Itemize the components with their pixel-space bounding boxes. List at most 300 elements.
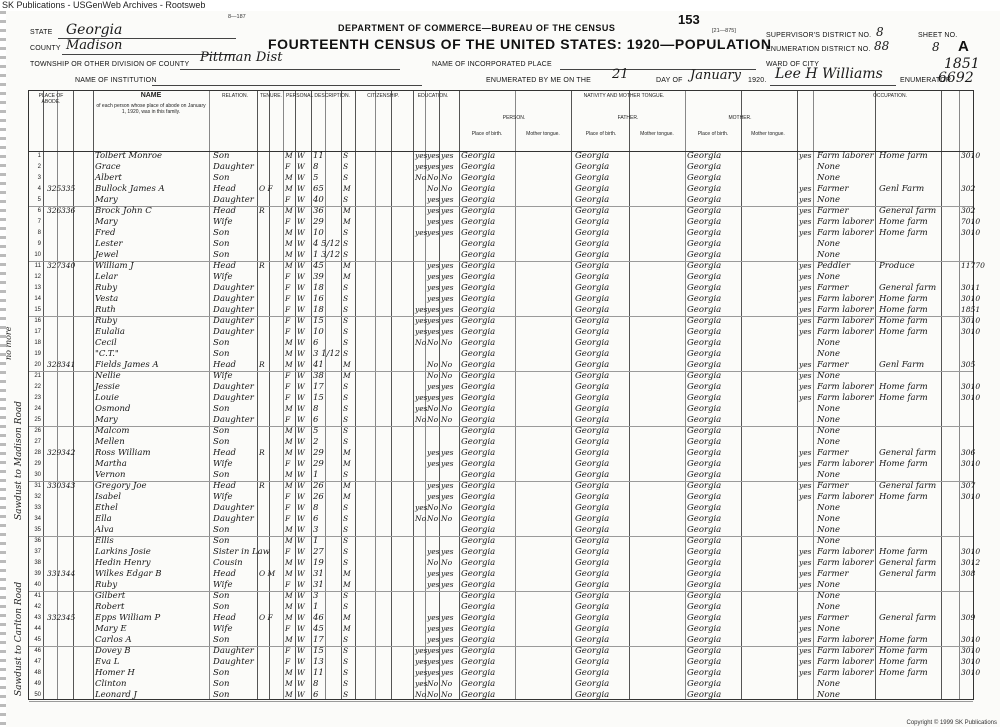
month-value: January [690, 68, 742, 83]
state-label: STATE [30, 29, 53, 36]
cell-mpob: Georgia [687, 580, 722, 590]
cell-rel: Wife [213, 624, 233, 634]
cell-rel: Son [213, 668, 230, 678]
row-number: 3 [37, 175, 41, 181]
cell-race: W [297, 283, 305, 292]
cell-pob: Georgia [461, 206, 496, 216]
cell-pob: Georgia [461, 360, 496, 370]
cell-rd: yes [427, 613, 440, 622]
cell-occ: Farm laborer [817, 558, 874, 568]
cell-occ: None [817, 162, 841, 172]
cell-sch: yes [415, 657, 428, 666]
cell-mpob: Georgia [687, 360, 722, 370]
cell-fpob: Georgia [575, 228, 610, 238]
column-rule [685, 91, 686, 699]
cell-fpob: Georgia [575, 558, 610, 568]
cell-sex: F [285, 294, 291, 303]
cell-race: W [297, 668, 305, 677]
cell-rd: yes [427, 459, 440, 468]
row-number: 38 [34, 560, 41, 566]
sheet-side: A [958, 38, 969, 55]
cell-pob: Georgia [461, 393, 496, 403]
mother-mother-tongue: Mother tongue. [751, 131, 785, 137]
cell-code: 3010 [961, 151, 981, 160]
cell-age: 46 [313, 613, 324, 623]
cell-ms: M [343, 184, 351, 193]
day-of-label: DAY OF [656, 77, 683, 84]
cell-name: Ellis [95, 536, 114, 546]
column-rule [325, 91, 326, 699]
cell-rel: Wife [213, 459, 233, 469]
supervisor-district-label: SUPERVISOR'S DISTRICT NO. [766, 32, 872, 39]
cell-rel: Cousin [213, 558, 243, 568]
cell-sex: F [285, 657, 291, 666]
column-rule [391, 91, 392, 699]
cell-rel: Daughter [213, 283, 254, 293]
cell-age: 1 [313, 536, 319, 546]
cell-occ: None [817, 415, 841, 425]
cell-fpob: Georgia [575, 624, 610, 634]
cell-ms: M [343, 371, 351, 380]
department-heading: DEPARTMENT OF COMMERCE—BUREAU OF THE CENSUS [338, 23, 616, 33]
cell-eng: yes [799, 151, 812, 160]
cell-rel: Daughter [213, 382, 254, 392]
cell-pob: Georgia [461, 470, 496, 480]
cell-fpob: Georgia [575, 525, 610, 535]
cell-age: 45 [313, 624, 324, 634]
cell-age: 10 [313, 228, 324, 238]
cell-rel: Head [213, 569, 236, 579]
supervisor-district-value: 8 [876, 25, 884, 39]
cell-dw: 332 [47, 613, 62, 622]
cell-race: W [297, 305, 305, 314]
margin-note-road-2: Sawdust to Carlton Road [14, 581, 24, 696]
cell-sex: M [285, 679, 293, 688]
cell-age: 11 [313, 668, 324, 678]
cell-rel: Son [213, 349, 230, 359]
place-of-abode-heading: PLACE OF ABODE. [38, 93, 64, 105]
cell-race: W [297, 316, 305, 325]
cell-age: 6 [313, 415, 319, 425]
cell-code: 3010 [961, 382, 981, 391]
cell-race: W [297, 492, 305, 501]
cell-sex: M [285, 250, 293, 259]
cell-age: 36 [313, 206, 324, 216]
cell-rd: yes [427, 316, 440, 325]
row-number: 39 [34, 571, 41, 577]
cell-ms: S [343, 679, 349, 688]
cell-fpob: Georgia [575, 250, 610, 260]
cell-mpob: Georgia [687, 305, 722, 315]
cell-rel: Son [213, 635, 230, 645]
cell-ms: S [343, 162, 349, 171]
cell-occ: Peddler [817, 261, 851, 271]
row-number: 41 [34, 593, 41, 599]
cell-sch: yes [415, 646, 428, 655]
cell-name: Clinton [95, 679, 127, 689]
cell-rel: Son [213, 536, 230, 546]
cell-sex: M [285, 239, 293, 248]
cell-mpob: Georgia [687, 591, 722, 601]
cell-rd: yes [427, 492, 440, 501]
row-number: 13 [34, 285, 41, 291]
cell-ind: Home farm [879, 635, 928, 645]
cell-wr: yes [441, 195, 454, 204]
cell-race: W [297, 206, 305, 215]
cell-ms: M [343, 261, 351, 270]
cell-pob: Georgia [461, 514, 496, 524]
cell-wr: yes [441, 657, 454, 666]
cell-ind: Home farm [879, 305, 928, 315]
cell-rd: No [427, 371, 439, 380]
cell-name: Robert [95, 602, 125, 612]
cell-sex: M [285, 404, 293, 413]
cell-ms: S [343, 305, 349, 314]
cell-fpob: Georgia [575, 470, 610, 480]
cell-code: 3010 [961, 635, 981, 644]
cell-ms: S [343, 602, 349, 611]
cell-wr: yes [441, 492, 454, 501]
cell-rd: yes [427, 151, 440, 160]
cell-race: W [297, 635, 305, 644]
column-rule [295, 91, 296, 699]
cell-race: W [297, 448, 305, 457]
cell-code: 306 [961, 448, 976, 457]
incorporated-place-label: NAME OF INCORPORATED PLACE [432, 61, 552, 68]
cell-pob: Georgia [461, 305, 496, 315]
cell-pob: Georgia [461, 569, 496, 579]
cell-eng: yes [799, 371, 812, 380]
row-number: 18 [34, 340, 41, 346]
row-number: 15 [34, 307, 41, 313]
cell-ms: S [343, 393, 349, 402]
cell-name: Ruby [95, 580, 118, 590]
cell-name: Louie [95, 393, 119, 403]
cell-mpob: Georgia [687, 690, 722, 700]
cell-fpob: Georgia [575, 327, 610, 337]
cell-rel: Wife [213, 371, 233, 381]
cell-occ: None [817, 250, 841, 260]
cell-occ: None [817, 239, 841, 249]
cell-fpob: Georgia [575, 206, 610, 216]
cell-mpob: Georgia [687, 415, 722, 425]
cell-mpob: Georgia [687, 371, 722, 381]
form-number: 8—187 [228, 14, 246, 20]
cell-eng: yes [799, 382, 812, 391]
cell-race: W [297, 437, 305, 446]
cell-age: 39 [313, 272, 324, 282]
cell-fpob: Georgia [575, 151, 610, 161]
cell-occ: None [817, 173, 841, 183]
cell-mpob: Georgia [687, 327, 722, 337]
cell-sch: No [415, 514, 427, 523]
cell-code: 3010 [961, 547, 981, 556]
cell-pob: Georgia [461, 217, 496, 227]
cell-occ: Farm laborer [817, 459, 874, 469]
row-number: 24 [34, 406, 41, 412]
cell-occ: Farm laborer [817, 217, 874, 227]
cell-ms: S [343, 635, 349, 644]
cell-name: Ella [95, 514, 112, 524]
cell-ms: S [343, 525, 349, 534]
cell-name: Jessie [95, 382, 120, 392]
cell-occ: Farm laborer [817, 151, 874, 161]
cell-wr: No [441, 371, 453, 380]
cell-sex: F [285, 382, 291, 391]
column-rule [813, 91, 814, 699]
cell-ms: M [343, 481, 351, 490]
cell-sch: No [415, 173, 427, 182]
column-rule [941, 91, 942, 699]
cell-age: 15 [313, 316, 324, 326]
name-subheading: of each person whose place of abode on January 1, 1920, was in this family. [96, 103, 206, 115]
cell-rd: yes [427, 272, 440, 281]
cell-ind: Home farm [879, 151, 928, 161]
row-number: 34 [34, 516, 41, 522]
cell-rel: Daughter [213, 646, 254, 656]
cell-fpob: Georgia [575, 360, 610, 370]
cell-pob: Georgia [461, 503, 496, 513]
cell-pob: Georgia [461, 349, 496, 359]
cell-sex: M [285, 261, 293, 270]
cell-code: 3011 [961, 283, 981, 292]
enumeration-district-label: ENUMERATION DISTRICT NO. [766, 46, 871, 53]
cell-pob: Georgia [461, 613, 496, 623]
cell-name: Epps William P [95, 613, 161, 623]
cell-name: Vesta [95, 294, 119, 304]
cell-age: 5 [313, 426, 319, 436]
cell-mpob: Georgia [687, 195, 722, 205]
cell-code: 3010 [961, 228, 981, 237]
cell-occ: None [817, 580, 841, 590]
cell-wr: yes [441, 668, 454, 677]
cell-fam: 340 [61, 261, 76, 270]
cell-rd: No [427, 338, 439, 347]
cell-fpob: Georgia [575, 437, 610, 447]
cell-pob: Georgia [461, 437, 496, 447]
column-rule [43, 91, 44, 699]
cell-fpob: Georgia [575, 184, 610, 194]
cell-name: "C.T." [95, 349, 119, 359]
cell-eng: yes [799, 283, 812, 292]
cell-sex: F [285, 327, 291, 336]
cell-sex: M [285, 173, 293, 182]
column-rule [283, 91, 284, 699]
cell-fpob: Georgia [575, 536, 610, 546]
cell-wr: No [441, 173, 453, 182]
cell-fpob: Georgia [575, 283, 610, 293]
cell-age: 18 [313, 283, 324, 293]
cell-fpob: Georgia [575, 591, 610, 601]
cell-race: W [297, 294, 305, 303]
cell-eng: yes [799, 448, 812, 457]
margin-note-road-1: Sawdust to Madison Road [14, 400, 24, 520]
cell-code: 3010 [961, 459, 981, 468]
cell-name: Carlos A [95, 635, 132, 645]
cell-own: R [259, 360, 265, 369]
cell-rd: No [427, 415, 439, 424]
county-label: COUNTY [30, 45, 61, 52]
cell-race: W [297, 195, 305, 204]
cell-rd: yes [427, 162, 440, 171]
cell-rd: yes [427, 195, 440, 204]
cell-sex: F [285, 305, 291, 314]
cell-wr: yes [441, 448, 454, 457]
cell-age: 17 [313, 635, 324, 645]
row-number: 10 [34, 252, 41, 258]
cell-ms: S [343, 316, 349, 325]
cell-pob: Georgia [461, 668, 496, 678]
cell-sex: M [285, 635, 293, 644]
cell-mpob: Georgia [687, 426, 722, 436]
cell-fpob: Georgia [575, 261, 610, 271]
person-heading: PERSON. [502, 115, 526, 121]
cell-ms: M [343, 613, 351, 622]
cell-race: W [297, 415, 305, 424]
cell-fpob: Georgia [575, 272, 610, 282]
cell-sex: F [285, 393, 291, 402]
cell-race: W [297, 470, 305, 479]
cell-wr: yes [441, 580, 454, 589]
cell-rel: Son [213, 338, 230, 348]
cell-ms: S [343, 349, 349, 358]
cell-rd: yes [427, 261, 440, 270]
cell-occ: Farm laborer [817, 294, 874, 304]
cell-eng: yes [799, 360, 812, 369]
cell-fpob: Georgia [575, 459, 610, 469]
cell-occ: None [817, 371, 841, 381]
cell-wr: yes [441, 635, 454, 644]
cell-ms: S [343, 173, 349, 182]
cell-ms: S [343, 228, 349, 237]
cell-pob: Georgia [461, 371, 496, 381]
column-rule [571, 91, 572, 699]
cell-mpob: Georgia [687, 349, 722, 359]
cell-rel: Daughter [213, 305, 254, 315]
cell-sex: M [285, 525, 293, 534]
cell-ind: Home farm [879, 668, 928, 678]
cell-dw: 326 [47, 206, 62, 215]
cell-name: William J [95, 261, 134, 271]
cell-sex: F [285, 415, 291, 424]
cell-occ: Farmer [817, 569, 849, 579]
cell-name: Alva [95, 525, 114, 535]
cell-pob: Georgia [461, 272, 496, 282]
cell-rel: Sister in Law [213, 547, 270, 557]
cell-eng: yes [799, 558, 812, 567]
cell-code: 3010 [961, 492, 981, 501]
cell-wr: yes [441, 327, 454, 336]
cell-mpob: Georgia [687, 646, 722, 656]
cell-wr: yes [441, 228, 454, 237]
sheet-serial-number: 153 [678, 12, 700, 27]
cell-rd: yes [427, 580, 440, 589]
cell-occ: Farmer [817, 184, 849, 194]
cell-sex: M [285, 558, 293, 567]
cell-wr: yes [441, 316, 454, 325]
cell-fpob: Georgia [575, 173, 610, 183]
father-mother-tongue: Mother tongue. [640, 131, 674, 137]
cell-mpob: Georgia [687, 547, 722, 557]
cell-sch: No [415, 415, 427, 424]
cell-age: 16 [313, 294, 324, 304]
copyright-footer: Copyright © 1999 SK Publications [906, 720, 997, 726]
row-number: 27 [34, 439, 41, 445]
cell-age: 6 [313, 514, 319, 524]
cell-wr: yes [441, 393, 454, 402]
cell-rd: yes [427, 217, 440, 226]
cell-occ: Farm laborer [817, 228, 874, 238]
cell-mpob: Georgia [687, 206, 722, 216]
personal-description-heading: PERSONAL DESCRIPTION. [286, 93, 350, 99]
cell-age: 5 [313, 173, 319, 183]
row-number: 4 [37, 186, 41, 192]
cell-ms: S [343, 327, 349, 336]
cell-name: Lester [95, 239, 123, 249]
cell-name: Hedin Henry [95, 558, 151, 568]
cell-fpob: Georgia [575, 393, 610, 403]
cell-dw: 327 [47, 261, 62, 270]
cell-ms: M [343, 459, 351, 468]
cell-mpob: Georgia [687, 239, 722, 249]
cell-rel: Daughter [213, 195, 254, 205]
cell-pob: Georgia [461, 327, 496, 337]
cell-eng: yes [799, 294, 812, 303]
cell-age: 29 [313, 448, 324, 458]
cell-name: Eva L [95, 657, 120, 667]
cell-pob: Georgia [461, 228, 496, 238]
row-number: 19 [34, 351, 41, 357]
row-number: 45 [34, 637, 41, 643]
row-number: 21 [34, 373, 41, 379]
cell-pob: Georgia [461, 690, 496, 700]
row-number: 1 [37, 153, 41, 159]
column-rule [515, 91, 516, 699]
cell-fpob: Georgia [575, 195, 610, 205]
row-number: 2 [37, 164, 41, 170]
cell-name: Bullock James A [95, 184, 165, 194]
cell-sex: F [285, 547, 291, 556]
cell-sex: M [285, 228, 293, 237]
cell-code: 307 [961, 481, 976, 490]
cell-eng: yes [799, 261, 812, 270]
cell-race: W [297, 393, 305, 402]
cell-pob: Georgia [461, 646, 496, 656]
cell-name: Cecil [95, 338, 117, 348]
cell-occ: None [817, 514, 841, 524]
cell-rel: Head [213, 613, 236, 623]
cell-name: Ross William [95, 448, 151, 458]
cell-eng: yes [799, 272, 812, 281]
cell-name: Mellen [95, 437, 125, 447]
cell-pob: Georgia [461, 151, 496, 161]
cell-sex: M [285, 184, 293, 193]
cell-rd: yes [427, 206, 440, 215]
cell-occ: Farm laborer [817, 547, 874, 557]
cell-age: 29 [313, 459, 324, 469]
cell-sex: M [285, 470, 293, 479]
cell-wr: yes [441, 569, 454, 578]
cell-dw: 328 [47, 360, 62, 369]
cell-rd: No [427, 184, 439, 193]
cell-sex: M [285, 338, 293, 347]
cell-wr: No [441, 415, 453, 424]
cell-ind: Home farm [879, 547, 928, 557]
cell-mpob: Georgia [687, 162, 722, 172]
cell-ind: Home farm [879, 492, 928, 502]
cell-age: 38 [313, 371, 324, 381]
cell-mpob: Georgia [687, 261, 722, 271]
